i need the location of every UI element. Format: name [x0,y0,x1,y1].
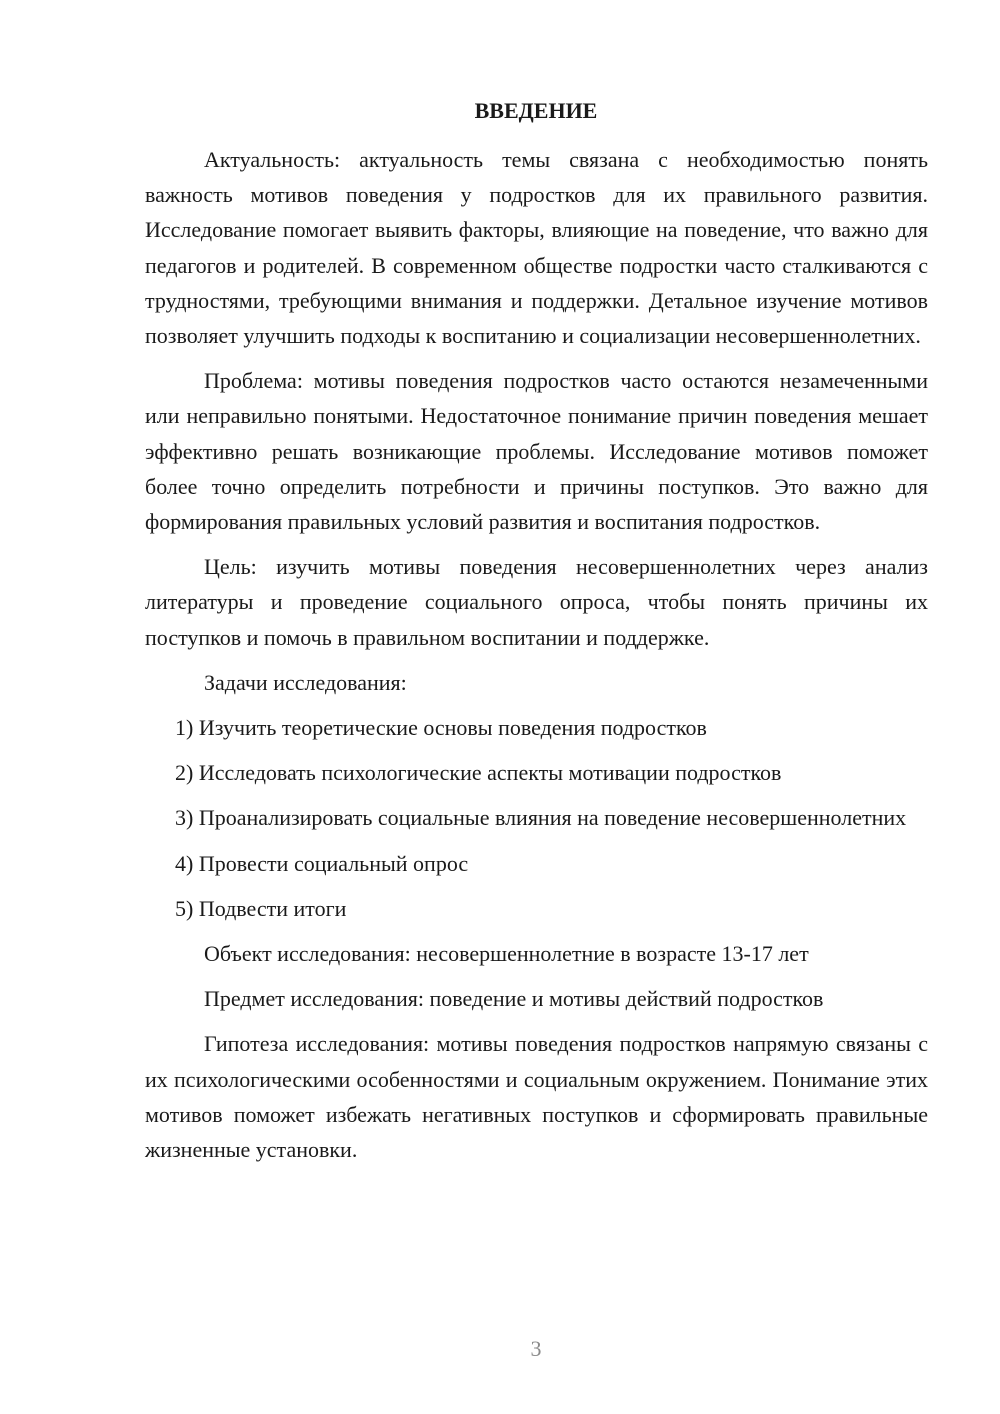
section-body [145,142,928,1177]
page-number: 3 [530,1336,542,1361]
relevance-paragraph: Актуальность: актуальность темы связана с необходимостью понять важность мотивов поведения у подростков для их правильного развития. Исследование помогает выявить факторы, влияющие на поведение, что важно для педагогов и родителей. В современном обществе подростки часто сталкиваются с трудностями, требующими внимания и поддержки. Детальное изучение мотивов позволяет улучшить подходы к воспитанию и социализации несовершеннолетних. [145,147,928,349]
problem-paragraph: Проблема: мотивы поведения подростков часто остаются незамеченными или неправильно понятыми. Недостаточное понимание причин поведения мешает эффективно решать возникающие проблемы. Исследование мотивов поможет более точно определить потребности и причины поступков. Это важно для формирования правильных условий развития и воспитания подростков. [145,368,928,535]
section-title: ВВЕДЕНИЕ [474,98,598,123]
task-item-3: 3) Проанализировать социальные влияния на поведение несовершеннолетних [175,805,907,831]
research-object: Объект исследования: несовершеннолетние в возрасте 13-17 лет [204,941,809,967]
task-item-2: 2) Исследовать психологические аспекты мотивации подростков [175,760,782,786]
tasks-heading: Задачи исследования: [204,669,407,695]
task-item-5: 5) Подвести итоги [175,895,347,921]
research-hypothesis: Гипотеза исследования: мотивы поведения подростков напрямую связаны с их психологическими особенностями и социальным окружением. Понимание этих мотивов поможет избежать негативных поступков и сформировать правильные жизненные установки. [145,1031,928,1163]
task-item-1: 1) Изучить теоретические основы поведения подростков [175,715,707,741]
task-item-4: 4) Провести социальный опрос [175,850,469,876]
goal-paragraph: Цель: изучить мотивы поведения несовершеннолетних через анализ литературы и проведение социального опроса, чтобы понять причины их поступков и помочь в правильном воспитании и поддержке. [145,554,928,650]
research-subject: Предмет исследования: поведение и мотивы действий подростков [204,986,824,1012]
